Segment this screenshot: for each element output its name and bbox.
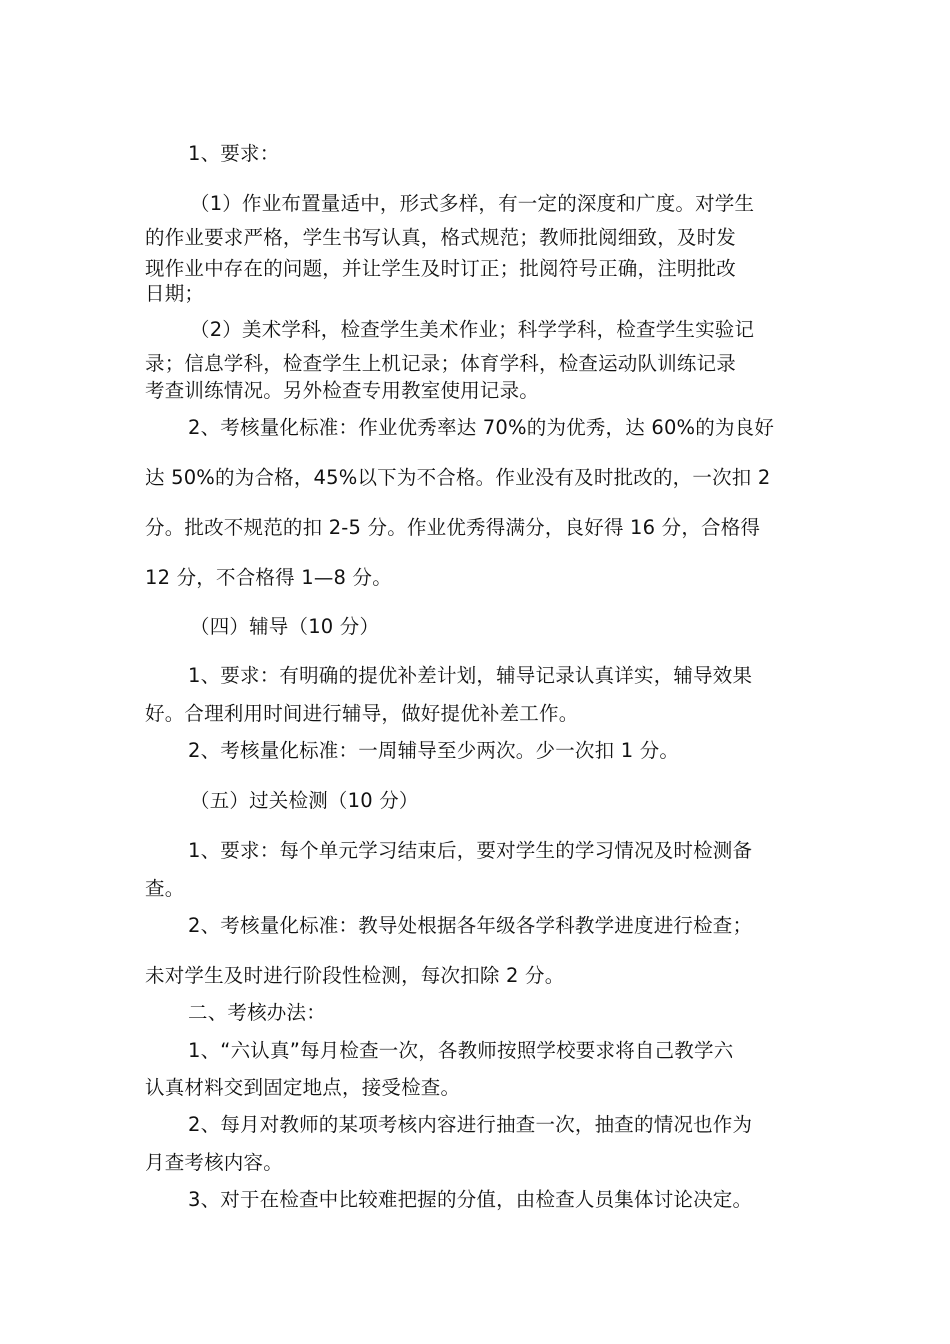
line: 分。批改不规范的扣 2-5 分。作业优秀得满分，良好得 16 分，合格得 — [145, 516, 761, 539]
line: 1、“六认真”每月检查一次，各教师按照学校要求将自己教学六 — [188, 1039, 734, 1062]
section-heading: 二、考核办法： — [188, 1001, 326, 1024]
line: （1）作业布置量适中，形式多样，有一定的深度和广度。对学生 — [190, 192, 755, 215]
line: 未对学生及时进行阶段性检测，每次扣除 2 分。 — [145, 964, 565, 987]
section-heading: （五）过关检测（10 分） — [190, 789, 419, 812]
line: 录；信息学科，检查学生上机记录；体育学科，检查运动队训练记录 — [145, 352, 737, 375]
line: 考查训练情况。另外检查专用教室使用记录。 — [145, 379, 540, 402]
line: 2、每月对教师的某项考核内容进行抽查一次，抽查的情况也作为 — [188, 1113, 753, 1136]
line: 的作业要求严格，学生书写认真，格式规范；教师批阅细致，及时发 — [145, 226, 737, 249]
line: 2、考核量化标准：一周辅导至少两次。少一次扣 1 分。 — [188, 739, 680, 762]
line: 1、要求：有明确的提优补差计划，辅导记录认真详实，辅导效果 — [188, 664, 753, 687]
line: 1、要求： — [188, 142, 280, 165]
line: 日期； — [145, 282, 205, 305]
section-heading: （四）辅导（10 分） — [190, 615, 380, 638]
line: 12 分，不合格得 1—8 分。 — [145, 566, 392, 589]
line: 2、考核量化标准：作业优秀率达 70%的为优秀，达 60%的为良好 — [188, 416, 775, 439]
line: 查。 — [145, 877, 185, 900]
line: 现作业中存在的问题，并让学生及时订正；批阅符号正确，注明批改 — [145, 257, 737, 280]
line: 月查考核内容。 — [145, 1151, 283, 1174]
line: 好。合理利用时间进行辅导，做好提优补差工作。 — [145, 702, 579, 725]
line: 达 50%的为合格，45%以下为不合格。作业没有及时批改的，一次扣 2 — [145, 466, 771, 489]
line: 认真材料交到固定地点，接受检查。 — [145, 1076, 461, 1099]
line: （2）美术学科，检查学生美术作业；科学学科，检查学生实验记 — [190, 318, 755, 341]
line: 3、对于在检查中比较难把握的分值，由检查人员集体讨论决定。 — [188, 1188, 753, 1211]
line: 1、要求：每个单元学习结束后，要对学生的学习情况及时检测备 — [188, 839, 753, 862]
line: 2、考核量化标准：教导处根据各年级各学科教学进度进行检查； — [188, 914, 753, 937]
